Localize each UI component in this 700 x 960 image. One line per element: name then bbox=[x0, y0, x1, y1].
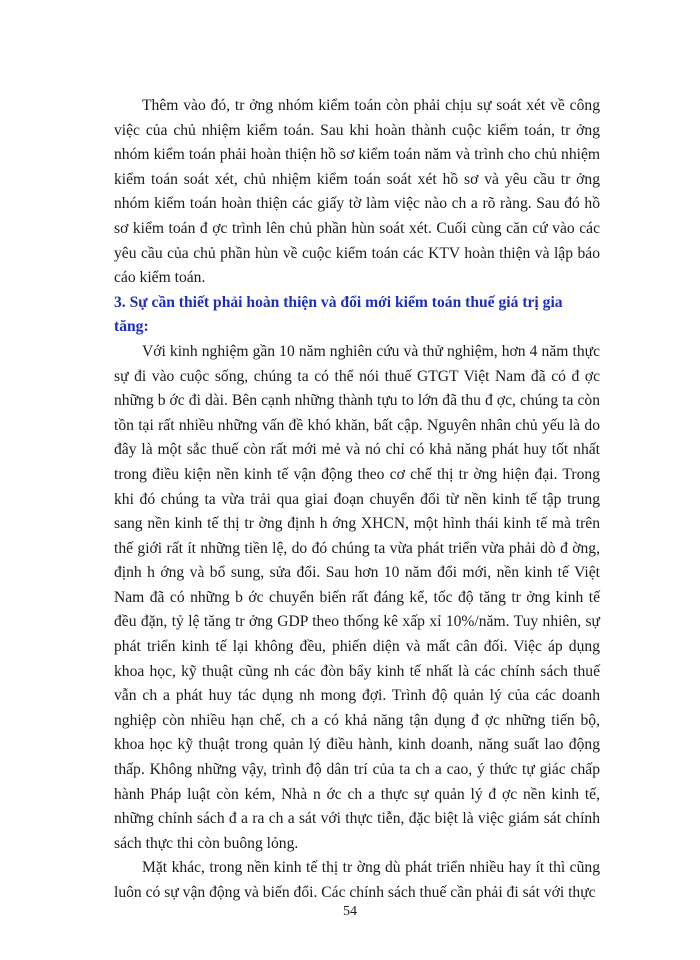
page-number: 54 bbox=[343, 904, 357, 919]
paragraph-market-economy: Mặt khác, trong nền kinh tế thị tr ờng dù phát triển nhiều hay ít thì cũng luôn có sự vận động và biến đổi. Các chính sách thuế cần phải đi sát với thực bbox=[114, 859, 600, 901]
paragraph-vat-experience: Với kinh nghiệm gần 10 năm nghiên cứu và thử nghiệm, hơn 4 năm thực sự đi vào cuộc sống, chúng ta có thể nói thuế GTGT Việt Nam đã có đ ợc những b ớc đi dài. Bên cạnh những thành tựu to lớn đã thu đ ợc, chúng ta còn tồn tại rất nhiều những vấn đề khó khăn, bất cập. Nguyên nhân chủ yếu là do đây là một sắc thuế còn rất mới mẻ và nó chỉ có khả năng phát huy tốt nhất trong điều kiện nền kinh tế vận động theo cơ chế thị tr ờng hiện đại. Trong khi đó chúng ta vừa trải qua giai đoạn chuyển đổi từ nền kinh tế tập trung sang nền kinh tế thị tr ờng định h ớng XHCN, một hình thái kinh tế mà trên thế giới rất ít những tiền lệ, do đó chúng ta vừa phát triển vừa phải dò đ ờng, định h ớng và bổ sung, sửa đổi. Sau hơn 10 năm đổi mới, nền kinh tế Việt Nam đã có những b ớc chuyển biến rất đáng kể, tốc độ tăng tr ởng kinh tế đều đặn, tỷ lệ tăng tr ởng GDP theo thống kê xấp xỉ 10%/năm. Tuy nhiên, sự phát triển kinh tế lại không đều, phiến diện và mất cân đối. Việc áp dụng khoa học, kỹ thuật cũng nh các đòn bẩy kinh tế nhất là các chính sách thuế vẫn ch a phát huy tác dụng nh mong đợi. Trình độ quản lý của các doanh nghiệp còn nhiều hạn chế, ch a có khả năng tận dụng đ ợc những tiến bộ, khoa học kỹ thuật trong quản lý điều hành, kinh doanh, năng suất lao động thấp. Không những vậy, trình độ dân trí của ta ch a cao, ý thức tự giác chấp hành Pháp luật còn kém, Nhà n ớc ch a thực sự quản lý đ ợc nền kinh tế, những chính sách đ a ra ch a sát với thực tiễn, đặc biệt là việc giám sát chính sách thực thi còn buông lỏng. bbox=[114, 342, 600, 852]
paragraph-review-process: Thêm vào đó, tr ởng nhóm kiểm toán còn phải chịu sự soát xét về công việc của chủ nhiệm kiểm toán. Sau khi hoàn thành cuộc kiểm toán, tr ởng nhóm kiểm toán phải hoàn thiện hồ sơ kiểm toán năm và trình cho chủ nhiệm kiểm toán soát xét, chủ nhiệm kiểm toán soát xét hồ sơ và yêu cầu tr ởng nhóm kiểm toán hoàn thiện các giấy tờ làm việc nào ch a rõ ràng. Sau đó hồ sơ kiểm toán đ ợc trình lên chủ phần hùn soát xét. Cuối cùng căn cứ vào các yêu cầu của chủ phần hùn về cuộc kiểm toán các KTV hoàn thiện và lập báo cáo kiểm toán. bbox=[114, 97, 600, 287]
section-heading: 3. Sự cần thiết phải hoàn thiện và đổi mới kiểm toán thuế giá trị gia tăng: bbox=[114, 293, 563, 336]
